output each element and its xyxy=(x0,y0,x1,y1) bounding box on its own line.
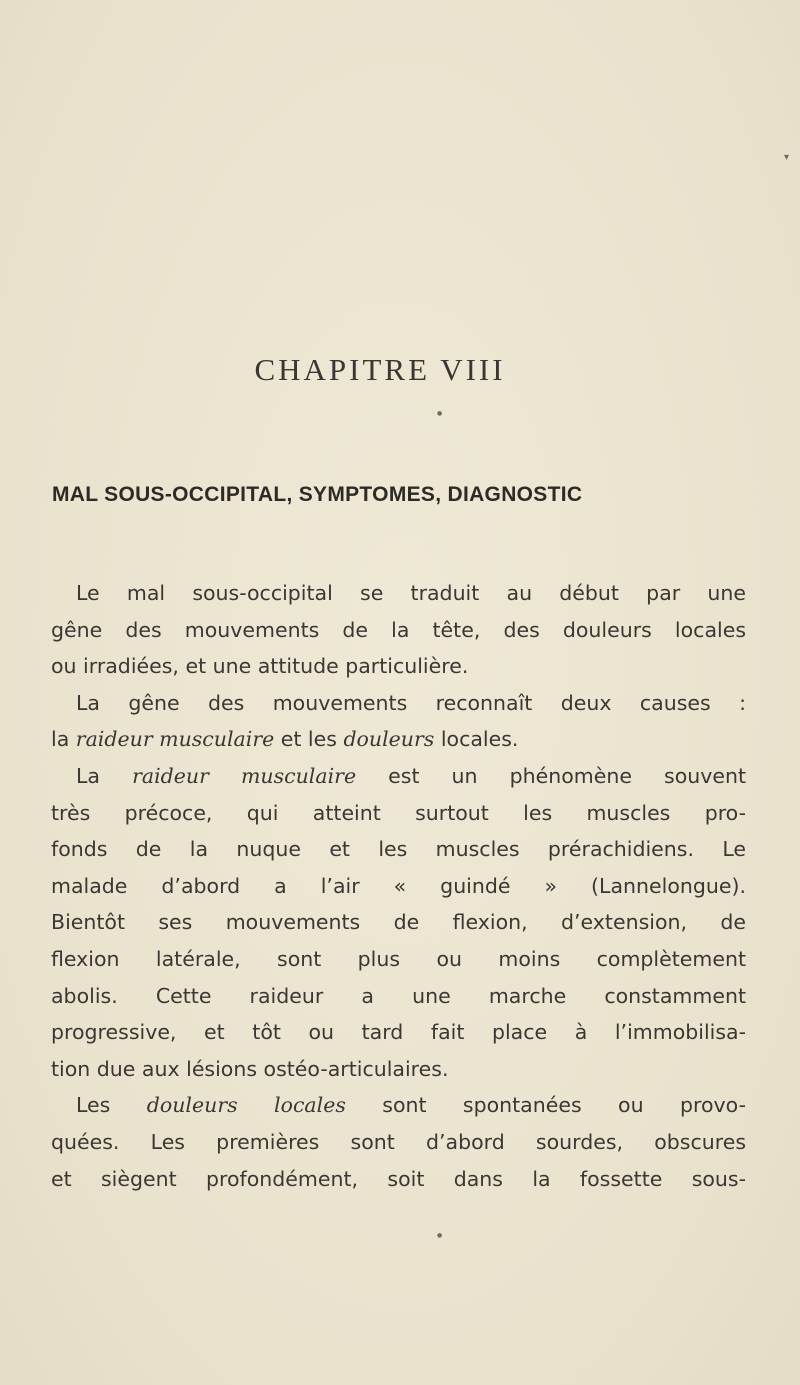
body-text xyxy=(51,575,746,1197)
text-run: sont spontanées ou provo- xyxy=(345,1093,746,1118)
text-line xyxy=(51,721,746,758)
text-line: très précoce, qui atteint surtout les muscles pro- xyxy=(51,800,746,825)
text-run: La xyxy=(76,763,133,788)
text-line: ou irradiées, et une attitude particulière. xyxy=(51,654,469,679)
paper-speck: ● xyxy=(437,410,443,417)
text-line: tion due aux lésions ostéo-articulaires. xyxy=(51,1056,449,1081)
text-line: et siègent profondément, soit dans la fossette sous- xyxy=(51,1166,746,1191)
text-line: Le mal sous-occipital se traduit au début par une xyxy=(76,581,746,605)
text-run: et les xyxy=(274,727,344,752)
text-line: abolis. Cette raideur a une marche constamment xyxy=(51,983,746,1008)
paper-speck: ▾ xyxy=(784,152,790,163)
text-line: malade d’abord a l’air « guindé » (Lannelongue). xyxy=(51,873,746,898)
text-line xyxy=(51,758,746,795)
emphasis-text: raideur musculaire xyxy=(132,763,357,788)
text-line: gêne des mouvements de la tête, des douleurs locales xyxy=(51,617,746,642)
text-run: locales. xyxy=(434,727,519,752)
text-line: flexion latérale, sont plus ou moins complètement xyxy=(51,946,746,971)
emphasis-text: raideur musculaire xyxy=(75,727,275,752)
text-line: La gêne des mouvements reconnaît deux causes : xyxy=(76,690,746,715)
text-run: Les xyxy=(76,1093,147,1118)
section-title: MAL SOUS-OCCIPITAL, SYMPTOMES, DIAGNOSTIC xyxy=(52,483,583,506)
text-run: la xyxy=(51,727,76,752)
text-line: fonds de la nuque et les muscles prérachidiens. Le xyxy=(51,837,746,862)
text-line: quées. Les premières sont d’abord sourdes, obscures xyxy=(51,1129,746,1154)
chapter-title: CHAPITRE VIII xyxy=(254,352,506,387)
paper-speck: ● xyxy=(437,1232,443,1239)
emphasis-text: douleurs locales xyxy=(146,1093,346,1118)
text-line: progressive, et tôt ou tard fait place à l’immobilisa- xyxy=(51,1020,746,1045)
text-run: est un phénomène souvent xyxy=(356,763,747,788)
text-line xyxy=(51,1087,746,1124)
text-line: Bientôt ses mouvements de flexion, d’extension, de xyxy=(51,910,746,935)
emphasis-text: douleurs xyxy=(343,727,435,752)
